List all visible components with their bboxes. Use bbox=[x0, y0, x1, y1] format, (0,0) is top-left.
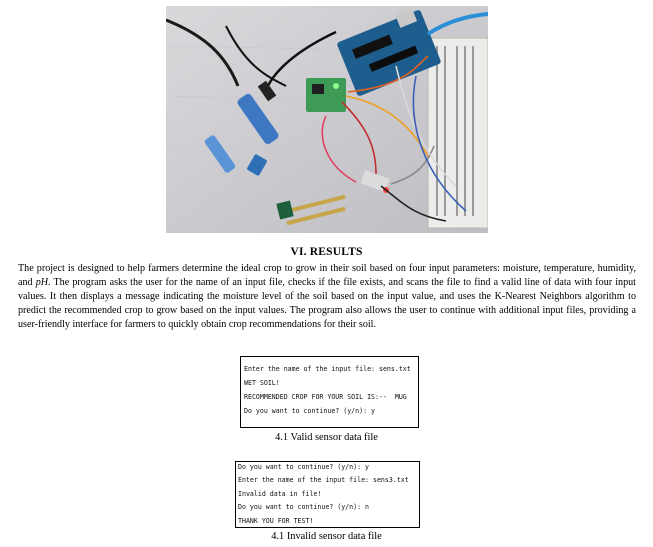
terminal-line: Do you want to continue? (y/n): y bbox=[244, 407, 376, 415]
terminal-output-valid bbox=[240, 356, 419, 428]
figure-caption-invalid: 4.1 Invalid sensor data file bbox=[271, 531, 382, 542]
terminal-line: WET SOIL! bbox=[244, 379, 280, 387]
terminal-line: THANK YOU FOR TEST! bbox=[238, 516, 314, 525]
figure-caption-valid: 4.1 Valid sensor data file bbox=[275, 432, 378, 443]
terminal-line: RECOMMENDED CROP FOR YOUR SOIL IS:-- MUG bbox=[244, 393, 407, 401]
terminal-line: Enter the name of the input file: sens3.txt bbox=[238, 476, 409, 485]
ph-sensor-module bbox=[306, 78, 346, 112]
results-paragraph bbox=[18, 262, 636, 332]
section-heading: VI. RESULTS bbox=[290, 246, 363, 258]
terminal-output-invalid bbox=[235, 461, 420, 528]
terminal-line: Invalid data in file! bbox=[238, 489, 322, 498]
terminal-line: Enter the name of the input file: sens.txt bbox=[244, 365, 411, 373]
paragraph-text-1: The project is designed to help farmers determine the ideal crop to grow in their soil based on four input parameters: moisture, temperature, humidity, and bbox=[18, 263, 636, 288]
paragraph-ph-term: pH bbox=[35, 276, 49, 288]
terminal-line: Do you want to continue? (y/n): y bbox=[238, 463, 370, 471]
breadboard bbox=[428, 38, 488, 228]
paragraph-text-2: . The program asks the user for the name of an input file, checks if the file exists, and scans the file to find a valid line of data with four input values. It then displays a message indicating the moisture level of the soil based on the input value, and uses the K-Nearest Neighbors algorithm to predict the recommended crop to grow based on the input values. The program also allows the user to continue with additional input files, providing a user-friendly interface for farmers to quickly obtain crop recommendations for their soil. bbox=[18, 276, 636, 330]
hardware-setup-photo bbox=[166, 6, 488, 233]
terminal-line: Do you want to continue? (y/n): n bbox=[238, 503, 370, 512]
